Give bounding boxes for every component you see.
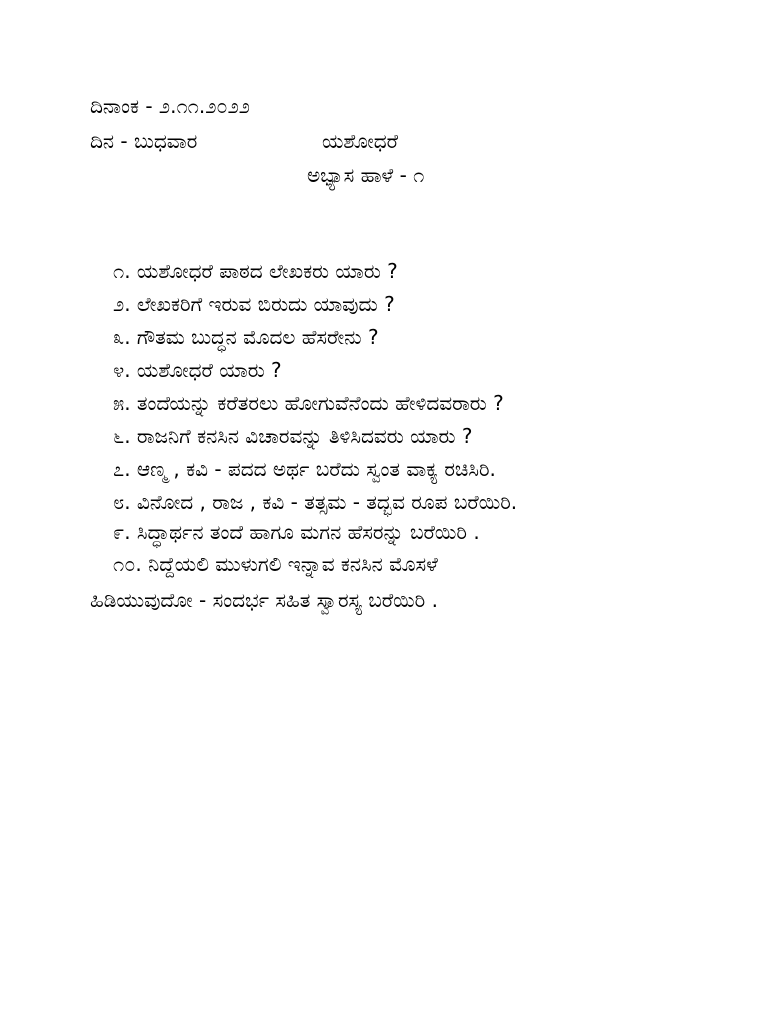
question-3: ೩. ಗೌತಮ ಬುದ್ಧನ ಮೊದಲ ಹೆಸರೇನು ? xyxy=(113,325,379,349)
question-5: ೫. ತಂದೆಯನ್ನು ಕರೆತರಲು ಹೋಗುವೆನೆಂದು ಹೇಳಿದವರಾರು ? xyxy=(113,391,504,415)
question-7: ೭. ಆಣ್ಮ , ಕವಿ - ಪದದ ಅರ್ಥ ಬರೆದು ಸ್ವಂತ ವಾಕ್ಯ ರಚಿಸಿರಿ. xyxy=(113,457,496,481)
question-10-continuation: ಹಿಡಿಯುವುದೋ - ಸಂದರ್ಭ ಸಹಿತ ಸ್ವಾರಸ್ಯ ಬರೆಯಿರಿ . xyxy=(90,588,438,612)
question-6: ೬. ರಾಜನಿಗೆ ಕನಸಿನ ವಿಚಾರವನ್ನು ತಿಳಿಸಿದವರು ಯಾರು ? xyxy=(113,424,473,448)
question-2: ೨. ಲೇಖಕರಿಗೆ ಇರುವ ಬಿರುದು ಯಾವುದು ? xyxy=(113,292,395,316)
question-9: ೯. ಸಿದ್ಧಾರ್ಥನ ತಂದೆ ಹಾಗೂ ಮಗನ ಹೆಸರನ್ನು ಬರೆಯಿರಿ . xyxy=(113,520,480,544)
question-1: ೧. ಯಶೋಧರೆ ಪಾಠದ ಲೇಖಕರು ಯಾರು ? xyxy=(113,259,398,283)
day-line: ದಿನ - ಬುಧವಾರ xyxy=(90,129,198,153)
worksheet-title: ಅಭ್ಯಾಸ ಹಾಳೆ - ೧ xyxy=(307,163,425,187)
lesson-title: ಯಶೋಧರೆ xyxy=(322,129,398,153)
date-line: ದಿನಾಂಕ - ೨.೧೧.೨೦೨೨ xyxy=(90,94,251,118)
question-8: ೮. ವಿನೋದ , ರಾಜ , ಕವಿ - ತತ್ಸಮ - ತದ್ಭವ ರೂಪ ಬರೆಯಿರಿ. xyxy=(113,490,518,514)
question-4: ೪. ಯಶೋಧರೆ ಯಾರು ? xyxy=(113,358,282,382)
question-10: ೧೦. ನಿದ್ದೆಯಲಿ ಮುಳುಗಲಿ ಇನ್ನಾವ ಕನಸಿನ ಮೊಸಳೆ xyxy=(113,552,438,576)
